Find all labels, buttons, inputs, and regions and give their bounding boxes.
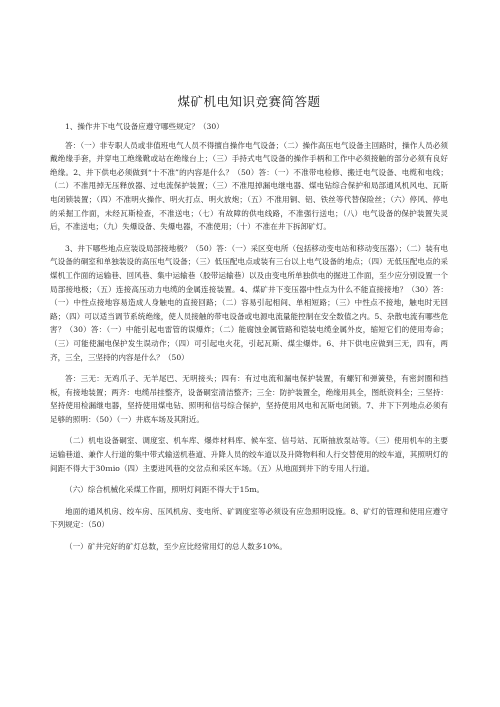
paragraph-lighting-locations: （二）机电设备硐室、调度室、机车库、爆炸材料库、候车室、信号站、瓦斯抽放泵站等。（三）使用机车的主要运输巷道、兼作人行道的集中带式输送机巷道、升降人员的绞车道以及升降物料和人行交替使用的绞车道，其照明灯的间距不得大于30ｍio（四）主要进风巷的交岔点和采区车场。（五）从地面到井下的专用人行道。: [50, 436, 448, 473]
paragraph-lamp-rule-1: （一）矿井完好的矿灯总数，至少应比经常用灯的总人数多10%。: [65, 542, 287, 552]
paragraph-question-1: 1、操作井下电气设备应遵守哪些规定？（30）: [65, 122, 224, 131]
paragraph-questions-3-6: 3、井下哪些地点应装设局部接地极？（50）答：（一）采区变电所（包括移动变电站和移动变压器）；（二）装有电气设备的硐室和单独装设的高压电气设备；（三）低压配电点或装有三台以上电气设备的地点；（四）无低压配电点的采煤机工作面的运输巷、回风巷、集中运输巷（胶带运输巷）以及由变电所单独供电的掘进工作面，至少应分别设置一个局部接地极；（五）连接高压动力电缆的金属连接装置。4、煤矿井下变压器中性点为什么不能直接接地？（30）答：（一）中性点接地容易造成人身触电的直接回路；（二）容易引起相间、单相短路；（三）中性点不接地，触电时无回路；（四）可以适当调节系统绝缘，使人员接触的带电设备或电源电流量能控制在安全数值之内。5、杂散电流有哪些危害？（30）答：（一）中能引起电雷管的误爆炸；（二）能腐蚀金属管路和铠装电缆金属外皮，缩短它们的使用寿命；（三）可能使漏电保护发生误动作；（四）可引起电火花，引起瓦斯、煤尘爆炸。6、井下供电应做到三无，四有，两齐，三全，三坚持的内容是什么？（50）: [50, 243, 448, 362]
paragraph-answers-1-2: 答：（一）非专职人员或非值班电气人员不得擅自操作电气设备；（二）操作高压电气设备主回路时，操作人员必须戴绝缘手套，并穿电工绝缘靴或站在绝缘台上；（三）手持式电气设备的操作手柄和工作中必须接触的部分必须有良好绝缘。2、井下供电必须做到“十不准”的内容是什么？（50）答：（一）不准带电检修、搬迁电气设备、电缆和电线；（二）不准甩掉无压释放器、过电流保护装置；（三）不准甩掉漏电继电器、煤电钻综合保护和局部通风机风电、瓦斯电闭锁装置；（四）不准明火操作、明火打点、明火放炮；（五）不准用铜、铝、铁丝等代替保险丝；（六）停风、停电的采掘工作面，未经瓦斯检查，不准送电；（七）有故障的供电线路，不准强行送电；（八）电气设备的保护装置失灵后，不准送电；（九）失爆设备、失爆电器，不准使用；（十）不准在井下拆卸矿灯。: [50, 140, 448, 232]
paragraph-question-8: 地面的通风机房、绞车房、压风机房、变电所、矿调度室等必须设有应急照明设施。8、矿灯的管理和使用应遵守下列规定：（50）: [50, 506, 448, 530]
paragraph-lighting-mechanized: （六）综合机械化采煤工作面，照明灯间距不得大于15m。: [65, 485, 265, 495]
paragraph-answers-6-7: 答：三无：无鸡爪子、无羊尾巴、无明接头；四有：有过电流和漏电保护装置，有螺钉和弹簧垫，有密封圈和挡板，有接地装置；两齐：电缆吊挂整齐，设备硐室清洁整齐；三全：防护装置全，绝缘用具全，图纸资料全；三坚持：坚持使用检漏继电器，坚持使用煤电钻、照明和信号综合保护，坚持使用风电和瓦斯电闭锁。7、井下下列地点必须有足够的照明：（50）（一）井底车场及其附近。: [50, 374, 448, 424]
document-title: 煤矿机电知识竞赛简答题: [177, 94, 321, 109]
